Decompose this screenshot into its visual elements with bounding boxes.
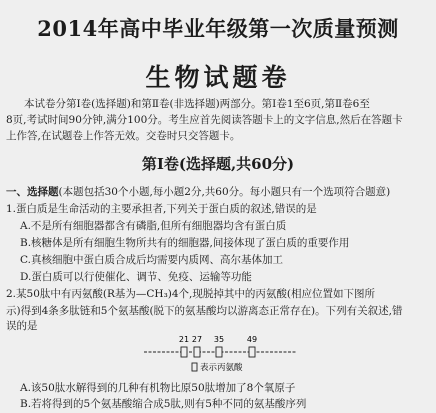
legend-marker bbox=[192, 363, 197, 371]
part-label: 一、选择题 bbox=[6, 186, 59, 198]
question-2-option-b: B.若将得到的5个氨基酸缩合成5肽,则有5种不同的氨基酸序列 bbox=[20, 398, 307, 410]
question-1-option-a: A.不是所有细胞器都含有磷脂,但所有细胞器均含有蛋白质 bbox=[20, 220, 287, 232]
question-1-option-d: D.蛋白质可以行使催化、调节、免疫、运输等功能 bbox=[20, 271, 252, 283]
alanine-marker bbox=[194, 347, 200, 357]
alanine-marker bbox=[249, 347, 255, 357]
alanine-position-label: 21 bbox=[178, 335, 190, 344]
alanine-marker bbox=[181, 347, 187, 357]
part-description: (本题包括30个小题,每小题2分,共60分。每小题只有一个选项符合题意) bbox=[58, 186, 391, 198]
instruction-line-3: 上作答,在试题卷上作答无效。交卷时只交答题卡。 bbox=[6, 130, 241, 142]
alanine-position-label: 27 bbox=[191, 335, 203, 344]
question-2-option-a: A.该50肽水解得到的几种有机物比原50肽增加了8个氧原子 bbox=[20, 382, 296, 394]
section-title: 第Ⅰ卷(选择题,共60分) bbox=[141, 155, 295, 173]
alanine-marker bbox=[216, 347, 222, 357]
alanine-position-label: 49 bbox=[246, 335, 258, 344]
question-2-stem-line-2: 示)得到4条多肽链和5个氨基酸(脱下的氨基酸均以游离态正常存在)。下列有关叙述,错 bbox=[6, 305, 403, 317]
part-heading bbox=[6, 185, 390, 199]
question-2-stem-line-3: 误的是 bbox=[6, 320, 38, 332]
alanine-position-label: 35 bbox=[213, 335, 225, 344]
question-1-stem: 1.蛋白质是生命活动的主要承担者,下列关于蛋白质的叙述,错误的是 bbox=[6, 203, 317, 215]
diagram-legend-text: 表示丙氨酸 bbox=[200, 363, 243, 373]
question-1-option-b: B.核糖体是所有细胞生物所共有的细胞器,间接体现了蛋白质的重要作用 bbox=[20, 237, 350, 249]
exam-subtitle: 生物试题卷 bbox=[145, 63, 291, 92]
instruction-line-2: 8页,考试时间90分钟,满分100分。考生应首先阅读答题卡上的文字信息,然后在答题卡 bbox=[6, 114, 403, 126]
question-2-stem-line-1: 2.某50肽中有丙氨酸(R基为—CH₃)4个,现脱掉其中的丙氨酸(相应位置如下图所 bbox=[6, 288, 375, 300]
exam-title: 2014年高中毕业年级第一次质量预测 bbox=[37, 16, 399, 41]
instruction-line-1: 本试卷分第Ⅰ卷(选择题)和第Ⅱ卷(非选择题)两部分。第Ⅰ卷1至6页,第Ⅱ卷6至 bbox=[24, 98, 370, 110]
question-1-option-c: C.真核细胞中蛋白质合成后均需要内质网、高尔基体加工 bbox=[20, 254, 283, 266]
peptide-diagram bbox=[140, 330, 300, 376]
